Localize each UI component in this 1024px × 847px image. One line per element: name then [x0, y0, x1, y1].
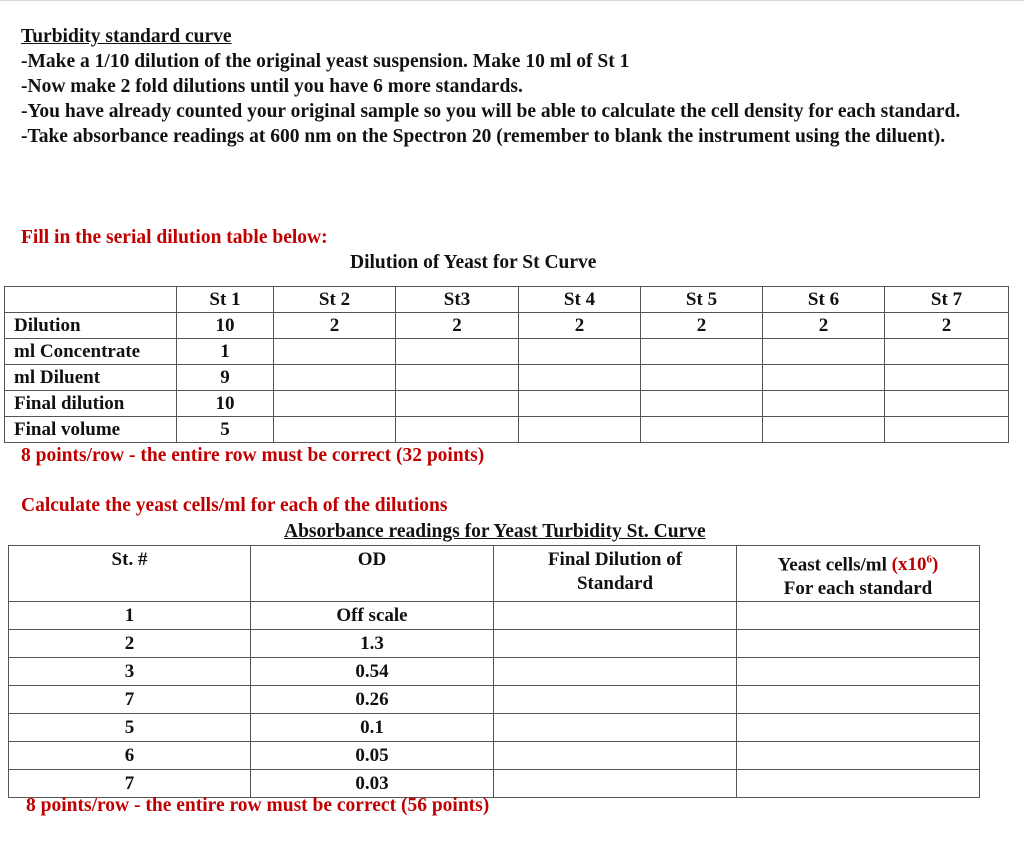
table-cell [885, 365, 1009, 391]
table-cell: 1 [177, 339, 274, 365]
corner-cell [5, 287, 177, 313]
st-number-cell: 5 [9, 714, 251, 742]
dilution-points-note: 8 points/row - the entire row must be correct (32 points) [21, 445, 485, 466]
unit-label [892, 554, 939, 575]
dilution-table [4, 286, 1009, 443]
table-cell [519, 417, 641, 443]
table-cell: 2 [396, 313, 519, 339]
absorbance-caption-text: Absorbance readings for Yeast Turbidity St. Curve [284, 521, 706, 542]
st-number-cell: 3 [9, 658, 251, 686]
table-cell: 10 [177, 391, 274, 417]
unit-close: ) [931, 554, 939, 576]
table-cell [519, 339, 641, 365]
table-cell: 2 [763, 313, 885, 339]
final-dilution-cell [494, 658, 737, 686]
header-line: Standard [576, 573, 654, 594]
final-dilution-cell [494, 714, 737, 742]
od-cell: 0.03 [251, 770, 494, 798]
od-cell: 0.54 [251, 658, 494, 686]
column-header: St 7 [885, 287, 1009, 313]
table-cell [763, 365, 885, 391]
cells-per-ml-cell [737, 630, 980, 658]
column-header: St3 [396, 287, 519, 313]
column-header-cells-per-ml [737, 546, 980, 602]
table-cell [641, 339, 763, 365]
column-header-st: St. # [9, 546, 251, 602]
table-cell: 2 [274, 313, 396, 339]
table-row [5, 417, 1009, 443]
od-cell: Off scale [251, 602, 494, 630]
table-cell [641, 365, 763, 391]
table-cell: 2 [519, 313, 641, 339]
header-line: Final Dilution of [547, 549, 683, 570]
cells-per-ml-cell [737, 742, 980, 770]
row-label: Final volume [5, 417, 177, 443]
instructions-title: Turbidity standard curve [21, 26, 232, 47]
cells-per-ml-cell [737, 770, 980, 798]
column-header: St 5 [641, 287, 763, 313]
table-cell [885, 417, 1009, 443]
instruction-line: -Now make 2 fold dilutions until you have 6 more standards. [21, 76, 523, 97]
final-dilution-cell [494, 742, 737, 770]
table-cell [519, 365, 641, 391]
table-cell [274, 417, 396, 443]
table-cell [885, 391, 1009, 417]
unit-exponent: 6 [926, 554, 932, 566]
unit-base: (x10 [891, 554, 927, 576]
column-header: St 2 [274, 287, 396, 313]
table-row [5, 365, 1009, 391]
column-header: St 1 [177, 287, 274, 313]
st-number-cell: 2 [9, 630, 251, 658]
table-row [5, 339, 1009, 365]
row-label: ml Concentrate [5, 339, 177, 365]
cells-per-ml-cell [737, 602, 980, 630]
table-cell [763, 391, 885, 417]
top-divider [0, 0, 1024, 1]
column-header: St 4 [519, 287, 641, 313]
table-cell [641, 417, 763, 443]
table-cell [763, 339, 885, 365]
table-cell [274, 365, 396, 391]
st-number-cell: 7 [9, 686, 251, 714]
row-label: Final dilution [5, 391, 177, 417]
table-row [9, 714, 980, 742]
st-number-cell: 1 [9, 602, 251, 630]
row-label: Dilution [5, 313, 177, 339]
table-cell [396, 365, 519, 391]
table-cell [396, 391, 519, 417]
od-cell: 0.26 [251, 686, 494, 714]
table-cell [641, 391, 763, 417]
header-line: Yeast cells/ml [777, 554, 892, 576]
final-dilution-cell [494, 630, 737, 658]
instructions [21, 24, 1011, 149]
absorbance-table-caption [284, 521, 706, 543]
st-number-cell: 7 [9, 770, 251, 798]
row-label: ml Diluent [5, 365, 177, 391]
od-cell: 0.1 [251, 714, 494, 742]
table-row [9, 770, 980, 798]
final-dilution-cell [494, 686, 737, 714]
table-cell: 10 [177, 313, 274, 339]
absorbance-heading: Calculate the yeast cells/ml for each of the dilutions [21, 495, 448, 516]
table-row [5, 313, 1009, 339]
absorbance-points-note: 8 points/row - the entire row must be correct (56 points) [26, 795, 490, 816]
final-dilution-cell [494, 770, 737, 798]
column-header-final-dilution [494, 546, 737, 602]
final-dilution-cell [494, 602, 737, 630]
dilution-header-row [5, 287, 1009, 313]
table-cell [396, 417, 519, 443]
instruction-line: -Make a 1/10 dilution of the original yeast suspension. Make 10 ml of St 1 [21, 51, 630, 72]
instruction-line: -Take absorbance readings at 600 nm on the Spectron 20 (remember to blank the instrument using the diluent). [21, 126, 946, 147]
cells-per-ml-cell [737, 658, 980, 686]
absorbance-table [8, 545, 980, 798]
dilution-table-caption: Dilution of Yeast for St Curve [350, 252, 597, 273]
st-number-cell: 6 [9, 742, 251, 770]
absorbance-header-row [9, 546, 980, 602]
table-cell: 9 [177, 365, 274, 391]
dilution-heading: Fill in the serial dilution table below: [21, 227, 328, 248]
column-header-od: OD [251, 546, 494, 602]
table-cell: 5 [177, 417, 274, 443]
instruction-line: -You have already counted your original sample so you will be able to calculate the cell density for each standard. [21, 101, 961, 122]
table-cell: 2 [885, 313, 1009, 339]
table-row [9, 686, 980, 714]
table-cell [763, 417, 885, 443]
cells-per-ml-cell [737, 714, 980, 742]
table-row [9, 742, 980, 770]
column-header: St 6 [763, 287, 885, 313]
table-row [5, 391, 1009, 417]
table-row [9, 602, 980, 630]
table-cell [274, 339, 396, 365]
od-cell: 0.05 [251, 742, 494, 770]
header-line: For each standard [783, 578, 933, 600]
cells-per-ml-cell [737, 686, 980, 714]
od-cell: 1.3 [251, 630, 494, 658]
table-row [9, 630, 980, 658]
table-cell [396, 339, 519, 365]
table-cell [885, 339, 1009, 365]
table-cell [519, 391, 641, 417]
table-row [9, 658, 980, 686]
table-cell [274, 391, 396, 417]
table-cell: 2 [641, 313, 763, 339]
